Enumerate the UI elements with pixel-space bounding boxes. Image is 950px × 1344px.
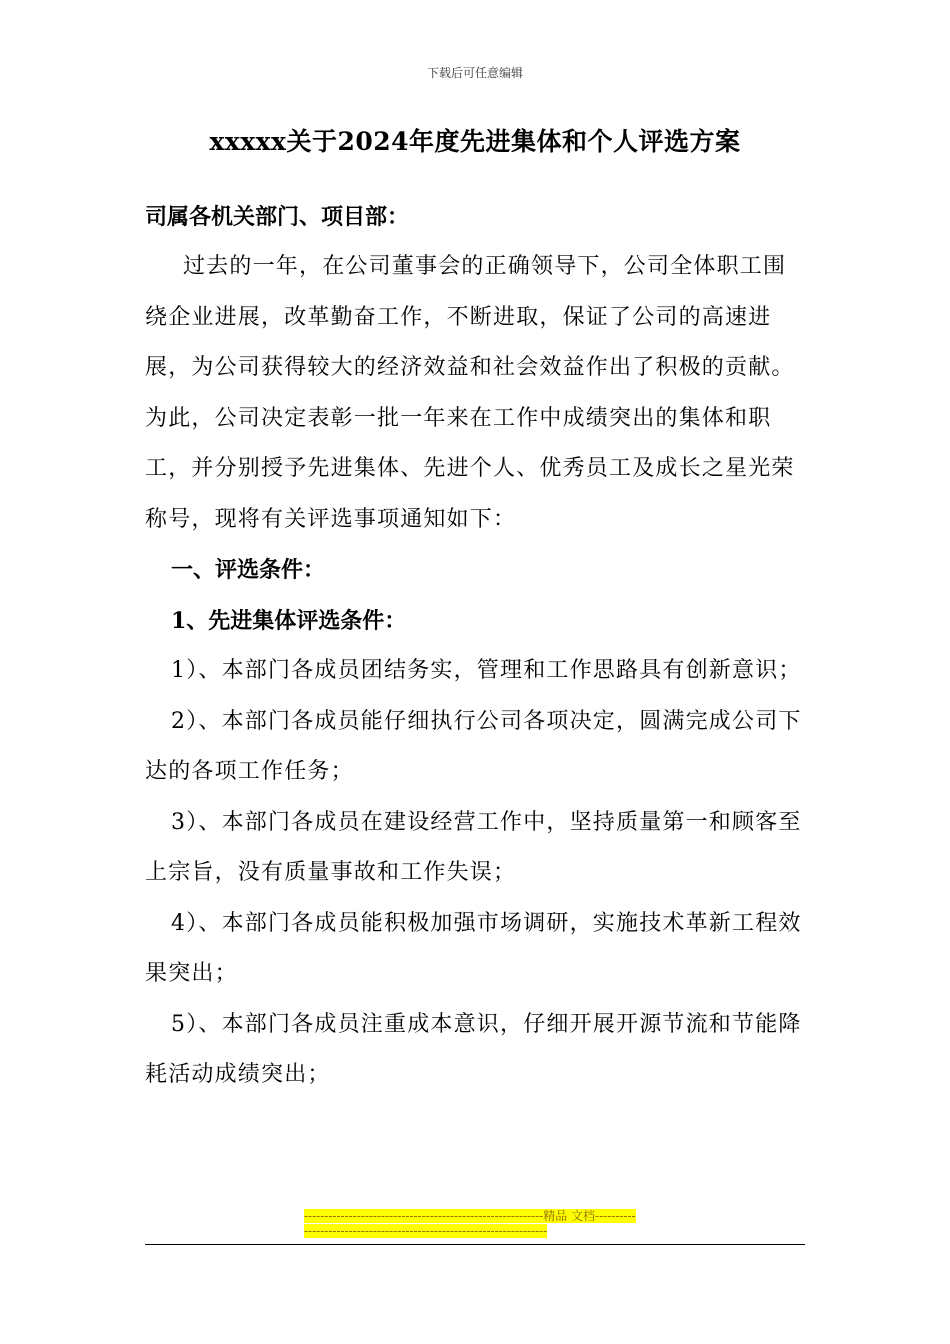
section-heading: 一、评选条件： (171, 557, 326, 583)
criteria-item-1: 1）、本部门各成员团结务实，管理和工作思路具有创新意识； (171, 658, 802, 683)
document-body (145, 192, 805, 1101)
criteria-item-2: 2）、本部门各成员能仔细执行公司各项决定，圆满完成公司下达的各项工作任务； (145, 708, 802, 784)
intro-paragraph: 过去的一年，在公司董事会的正确领导下，公司全体职工围绕企业进展，改革勤奋工作，不断进取，保证了公司的高速进展，为公司获得较大的经济效益和社会效益作出了积极的贡献。为此，公司决定表彰一批一年来在工作中成绩突出的集体和职工，并分别授予先进集体、先进个人、优秀员工及成长之星光荣称号，现将有关评选事项通知如下： (145, 254, 795, 532)
salutation: 司属各机关部门、项目部： (145, 204, 410, 230)
criteria-item-3: 3）、本部门各成员在建设经营工作中，坚持质量第一和顾客至上宗旨，没有质量事故和工作失误； (145, 809, 802, 885)
criteria-item-5: 5）、本部门各成员注重成本意识，仔细开展开源节流和节能降耗活动成绩突出； (145, 1011, 802, 1087)
criteria-item-4: 4）、本部门各成员能积极加强市场调研，实施技术革新工程效果突出； (145, 910, 802, 986)
footer-watermark (304, 1209, 638, 1239)
header-note: 下载后可任意编辑 (426, 66, 523, 80)
document-title: xxxxx关于2024年度先进集体和个人评选方案 (209, 127, 741, 156)
subsection-heading: 1、先进集体评选条件： (171, 607, 407, 634)
footer-watermark-text: -----------------------------------------------------------精品 文档---------------------------------------------------------------------- (304, 1209, 636, 1238)
footer-divider (145, 1244, 805, 1245)
